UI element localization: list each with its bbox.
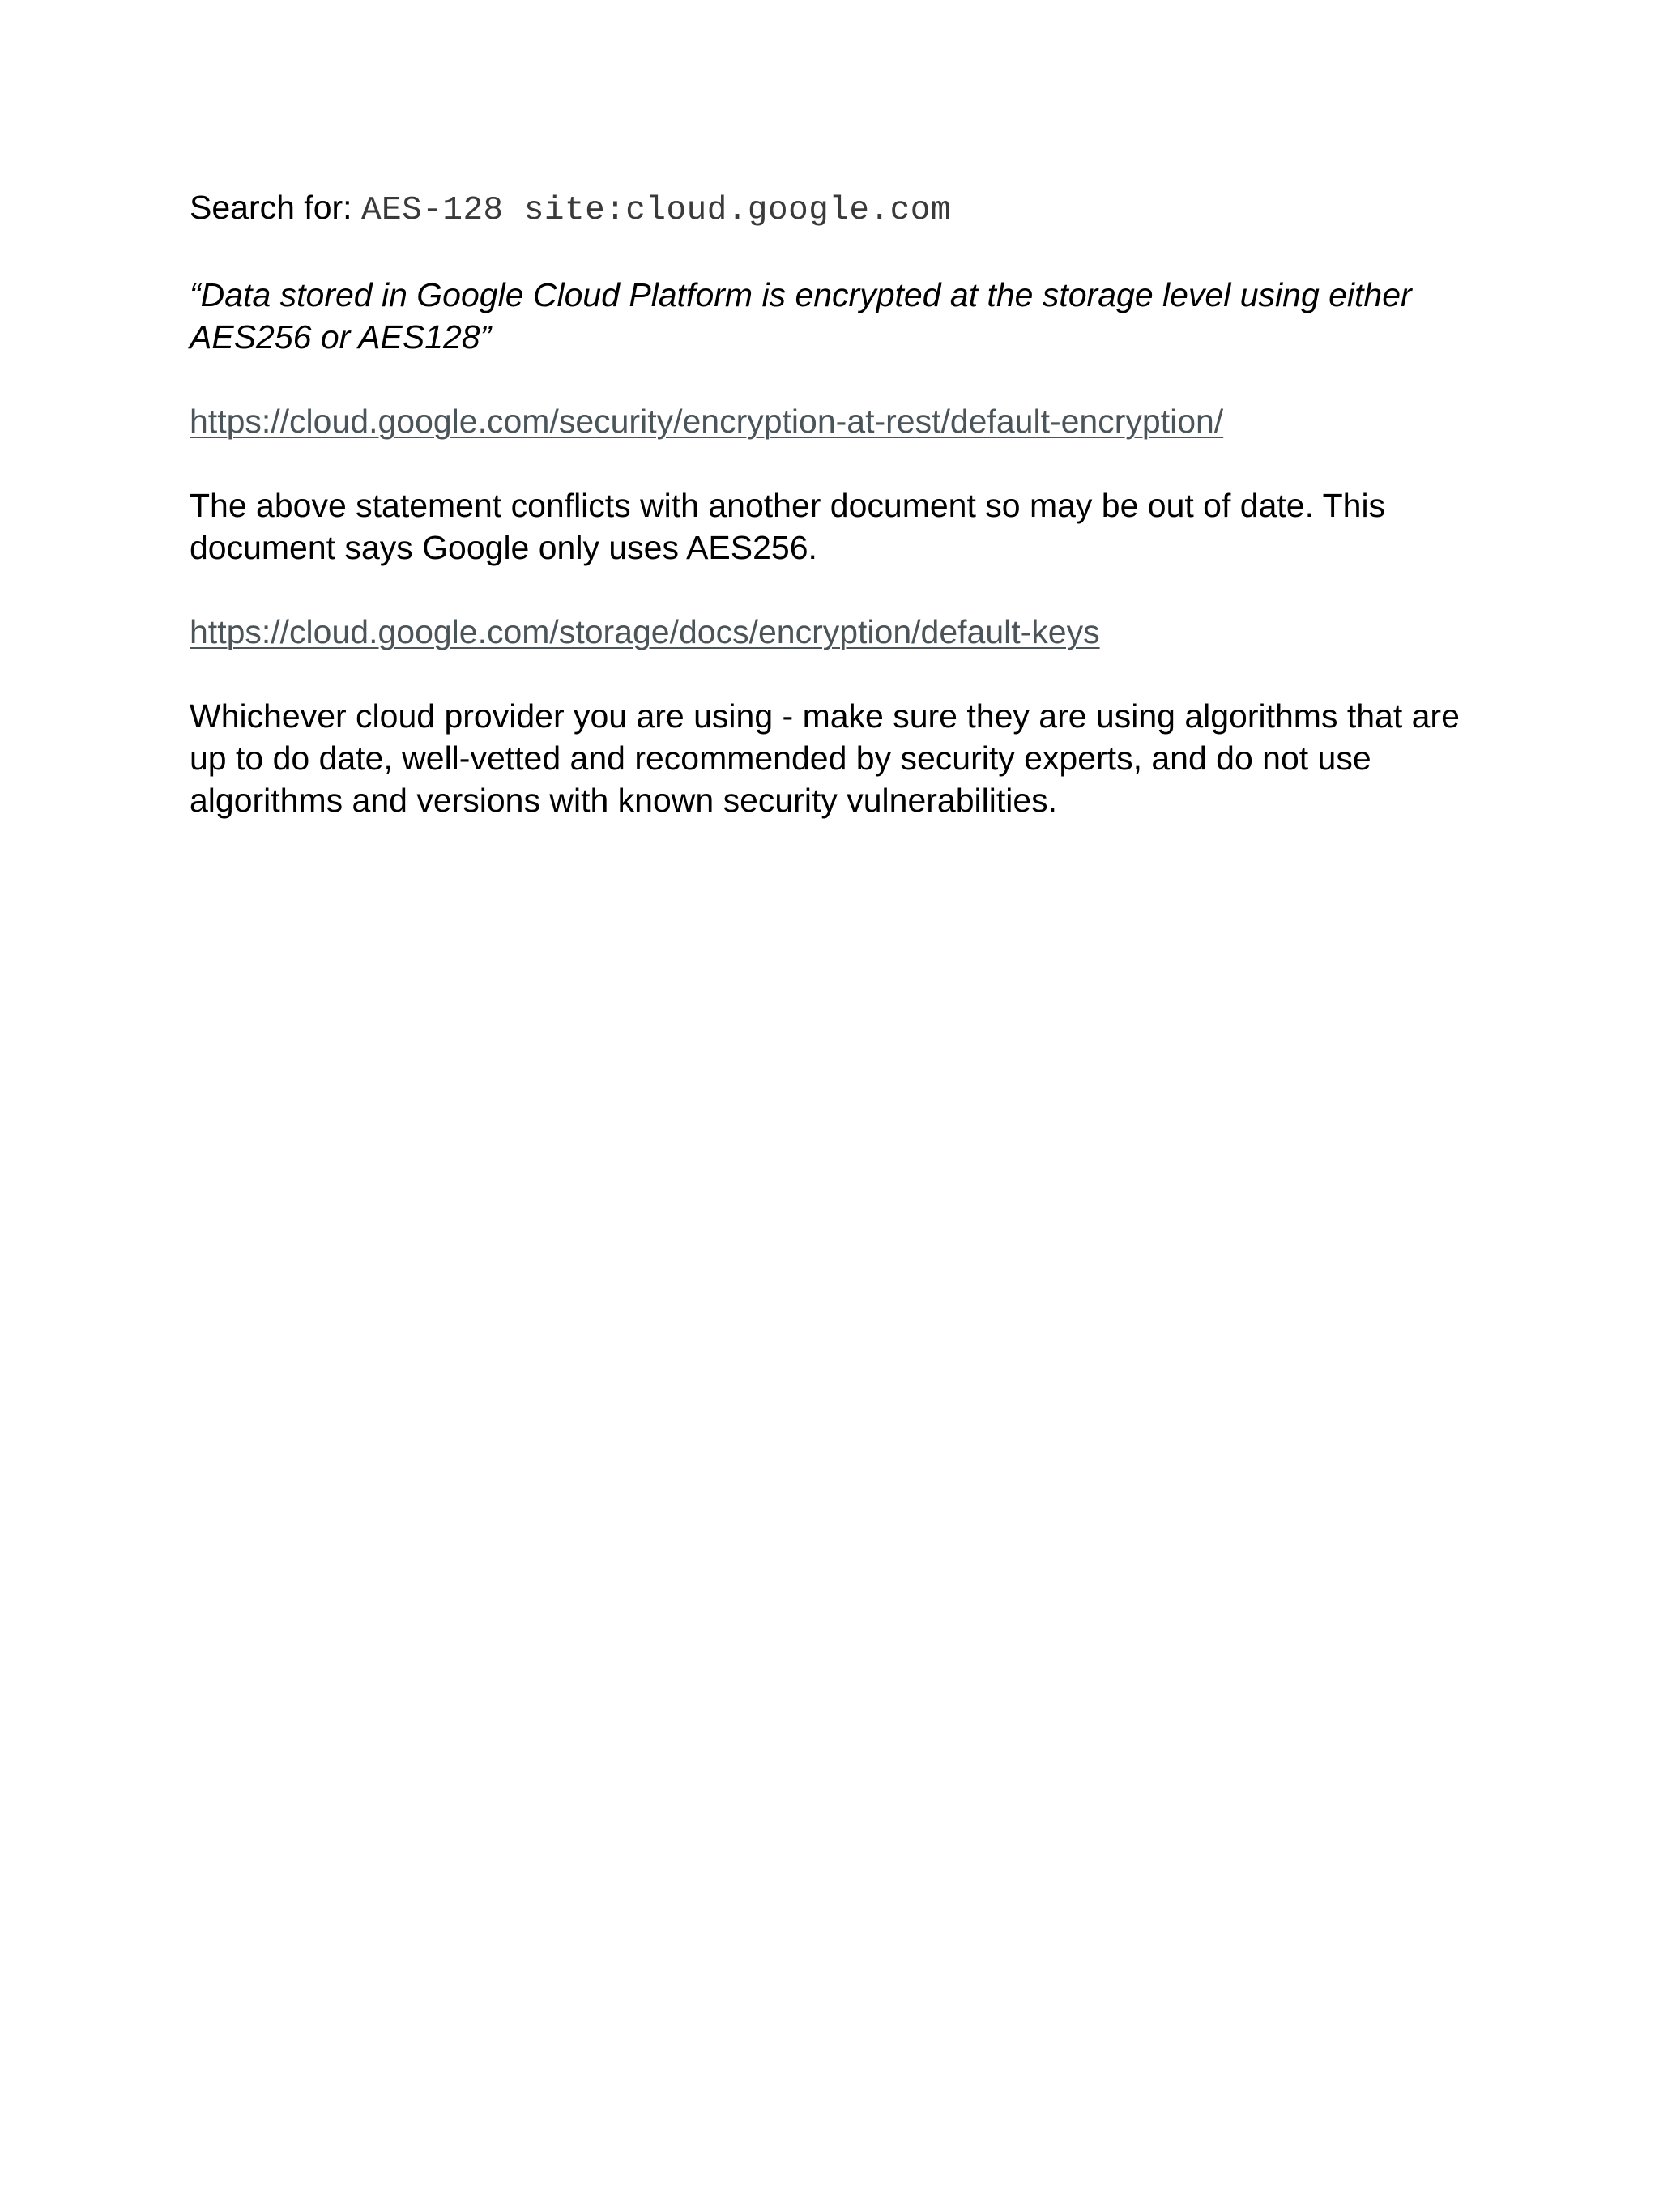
search-query: AES-128 site:cloud.google.com: [360, 192, 951, 229]
search-label: Search for:: [190, 189, 361, 226]
link-paragraph-1: [190, 400, 1486, 442]
conflict-paragraph: The above statement conflicts with another document so may be out of date. This document says Google only uses AES256.: [190, 487, 1386, 566]
recommendation-paragraph: Whichever cloud provider you are using - make sure they are using algorithms that are up to do date, well-vetted and recommended by security experts, and do not use algorithms and versions with known security vulnerabilities.: [190, 697, 1460, 819]
quoted-statement: “Data stored in Google Cloud Platform is encrypted at the storage level using either AES256 or AES128”: [190, 276, 1412, 356]
search-instruction: [190, 186, 1486, 232]
document-body: [190, 186, 1486, 863]
default-encryption-link[interactable]: https://cloud.google.com/security/encryption-at-rest/default-encryption/: [190, 403, 1224, 440]
default-keys-link[interactable]: https://cloud.google.com/storage/docs/encryption/default-keys: [190, 613, 1100, 650]
link-paragraph-2: [190, 611, 1486, 653]
